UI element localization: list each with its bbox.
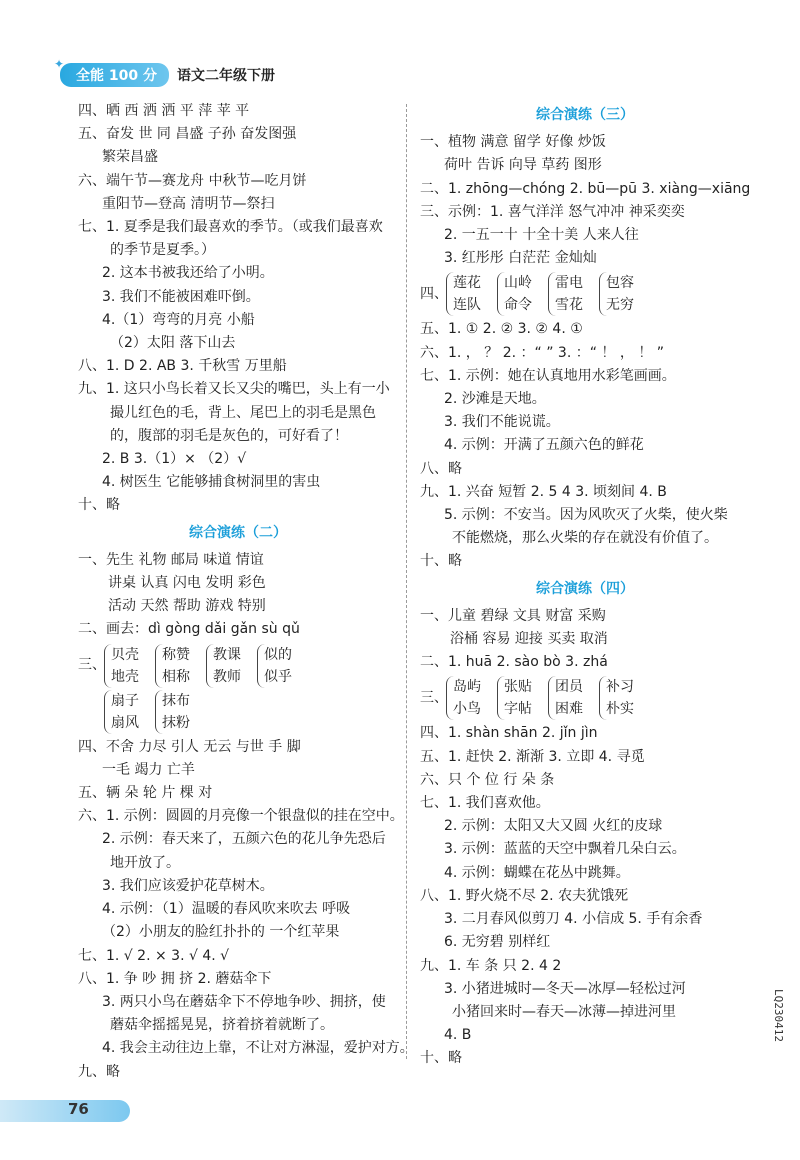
word-pair: 山岭 命令 — [497, 272, 532, 316]
answer-line: 九、1. 车 条 只 2. 4 2 — [420, 957, 562, 974]
answer-line: 十、略 — [78, 497, 120, 514]
answer-line: 六、1. 示例：圆圆的月亮像一个银盘似的挂在空中。 — [78, 808, 404, 825]
answer-line: 2. 沙滩是天地。 — [444, 391, 546, 408]
bracket-group — [78, 644, 398, 688]
column-divider — [406, 104, 407, 1059]
side-code: LQ230412 — [771, 988, 785, 1042]
answer-line: 二、画去：dì gòng dǎi gǎn sù qǔ — [78, 621, 300, 638]
answer-line: 八、1. D 2. AB 3. 千秋雪 万里船 — [78, 358, 287, 375]
answer-line: 2. 这本书被我还给了小明。 — [102, 265, 274, 282]
answer-line: 3. 我们应该爱护花草树木。 — [102, 877, 274, 894]
answer-line: 八、1. 争 吵 拥 挤 2. 蘑菇伞下 — [78, 970, 272, 987]
answer-line: 六、1. ， ？ 2. ：“ ” 3. ：“ ！ ， ！ ” — [420, 344, 665, 361]
word-pair: 补习 朴实 — [599, 676, 634, 720]
answer-line: 七、1. 我们喜欢他。 — [420, 795, 550, 812]
answer-line: 地开放了。 — [110, 854, 180, 871]
answer-line: 一、植物 满意 留学 好像 炒饭 — [420, 134, 606, 151]
answer-line: 繁荣昌盛 — [102, 149, 158, 166]
answer-line: 3. 我们不能被困难吓倒。 — [102, 288, 260, 305]
answer-line: 重阳节—登高 清明节—祭扫 — [102, 195, 275, 212]
answer-line: 三、示例：1. 喜气洋洋 怒气冲冲 神采奕奕 — [420, 203, 685, 220]
answer-line: 五、辆 朵 轮 片 棵 对 — [78, 785, 213, 802]
bracket-group — [420, 676, 750, 720]
answer-line: 七、1. √ 2. × 3. √ 4. √ — [78, 947, 230, 964]
answer-line: 十、略 — [420, 553, 462, 570]
answer-line: 撮儿红色的毛，背上、尾巴上的羽毛是黑色 — [110, 404, 376, 421]
answer-line: 3. 红彤彤 白茫茫 金灿灿 — [444, 250, 597, 267]
page-footer-bar — [0, 1100, 130, 1122]
answer-line: 4. 示例：开满了五颜六色的鲜花 — [444, 437, 644, 454]
answer-line: 不能燃烧，那么火柴的存在就没有价值了。 — [452, 530, 718, 547]
section-title: 综合演练（二） — [189, 524, 287, 541]
bracket-group — [420, 272, 750, 316]
word-pair: 抹布 抹粉 — [155, 690, 190, 734]
answer-line: 3. 两只小鸟在蘑菇伞下不停地争吵、拥挤，使 — [102, 993, 386, 1010]
answer-line: 4. B — [444, 1027, 472, 1044]
word-pair: 莲花 连队 — [446, 272, 481, 316]
answer-line: 六、只 个 位 行 朵 条 — [420, 771, 555, 788]
answer-line: 一毛 竭力 亡羊 — [102, 761, 195, 778]
answer-line: 七、1. 夏季是我们最喜欢的季节。（或我们最喜欢 — [78, 219, 383, 236]
answer-line: 四、不舍 力尽 引人 无云 与世 手 脚 — [78, 738, 301, 755]
word-pair: 雷电 雪花 — [548, 272, 583, 316]
answer-line: 的季节是夏季。） — [110, 242, 215, 259]
answer-line: 活动 天然 帮助 游戏 特别 — [108, 598, 266, 615]
left-column — [78, 100, 414, 1084]
answer-line: 2. B 3.（1）× （2）√ — [102, 451, 247, 468]
answer-line: 一、儿童 碧绿 文具 财富 采购 — [420, 607, 606, 624]
answer-line: 八、略 — [420, 460, 462, 477]
word-pair: 岛屿 小鸟 — [446, 676, 481, 720]
word-pair: 团员 困难 — [548, 676, 583, 720]
badge-text: 全能 100 分 — [76, 68, 157, 84]
answer-line: 浴桶 容易 迎接 买卖 取消 — [450, 631, 608, 648]
word-pair: 似的 似乎 — [257, 644, 292, 688]
answer-line: 4. 示例：（1）温暖的春风吹来吹去 呼吸 — [102, 901, 351, 918]
answer-line: 六、端午节—赛龙舟 中秋节—吃月饼 — [78, 172, 307, 189]
answer-line: 2. 示例：太阳又大又圆 火红的皮球 — [444, 818, 663, 835]
word-pair: 张贴 字帖 — [497, 676, 532, 720]
answer-line: 2. 一五一十 十全十美 人来人往 — [444, 227, 639, 244]
answer-line: 四、1. shàn shān 2. jǐn jìn — [420, 725, 598, 742]
answer-line: 5. 示例：不安当。因为风吹灭了火柴，使火柴 — [444, 507, 728, 524]
answer-line: 2. 示例：春天来了，五颜六色的花儿争先恐后 — [102, 831, 386, 848]
answer-label: 三、 — [78, 657, 106, 674]
book-badge — [54, 57, 169, 87]
answer-line: 九、略 — [78, 1063, 120, 1080]
answer-line: 6. 无穷碧 别样红 — [444, 934, 551, 951]
answer-line: （2）太阳 落下山去 — [110, 335, 236, 352]
answer-line: 五、1. 赶快 2. 渐渐 3. 立即 4. 寻觅 — [420, 748, 645, 765]
bracket-group — [78, 690, 398, 734]
answer-line: 八、1. 野火烧不尽 2. 农夫犹饿死 — [420, 887, 629, 904]
answer-label: 四、 — [420, 285, 448, 302]
answer-line: 蘑菇伞摇摇晃晃，挤着挤着就断了。 — [110, 1017, 334, 1034]
answer-line: 荷叶 告诉 向导 草药 图形 — [444, 157, 602, 174]
answer-line: 二、1. zhōng—chóng 2. bū—pū 3. xiàng—xiāng — [420, 180, 751, 197]
answer-line: 一、先生 礼物 邮局 味道 情谊 — [78, 551, 264, 568]
word-pair: 教课 教师 — [206, 644, 241, 688]
answer-line: 讲桌 认真 闪电 发明 彩色 — [108, 575, 266, 592]
answer-line: （2）小朋友的脸红扑扑的 一个红苹果 — [102, 924, 340, 941]
answer-line: 的，腹部的羽毛是灰色的，可好看了！ — [110, 427, 348, 444]
word-pair: 贝壳 地壳 — [104, 644, 139, 688]
answer-line: 十、略 — [420, 1050, 462, 1067]
answer-line: 3. 二月春风似剪刀 4. 小信成 5. 手有余香 — [444, 911, 703, 928]
answer-line: 3. 小猪进城时—冬天—冰厚—轻松过河 — [444, 980, 686, 997]
answer-line: 4. 我会主动往边上靠，不让对方淋湿，爱护对方。 — [102, 1040, 414, 1057]
answer-line: 4.（1）弯弯的月亮 小船 — [102, 311, 255, 328]
section-title: 综合演练（四） — [536, 580, 634, 597]
word-pair: 称赞 相称 — [155, 644, 190, 688]
answer-line: 四、晒 西 洒 洒 平 萍 苹 平 — [78, 103, 250, 119]
answer-line: 小猪回来时—春天—冰薄—掉进河里 — [452, 1003, 676, 1020]
answer-line: 九、1. 这只小鸟长着又长又尖的嘴巴，头上有一小 — [78, 381, 390, 398]
answer-line: 4. 树医生 它能够捕食树洞里的害虫 — [102, 474, 321, 491]
answer-line: 九、1. 兴奋 短暂 2. 5 4 3. 顷刻间 4. B — [420, 483, 667, 500]
word-pair: 扇子 扇风 — [104, 690, 139, 734]
answer-line: 五、1. ① 2. ② 3. ② 4. ① — [420, 321, 583, 338]
page-header — [54, 57, 275, 86]
star-icon: ✦ — [54, 57, 65, 71]
right-column — [420, 100, 750, 1071]
answer-line: 4. 示例：蝴蝶在花丛中跳舞。 — [444, 864, 630, 881]
answer-line: 五、奋发 世 同 昌盛 子孙 奋发图强 — [78, 126, 297, 143]
answer-label: 三、 — [420, 689, 448, 706]
answer-line: 二、1. huā 2. sào bò 3. zhá — [420, 654, 608, 671]
word-pair: 包容 无穷 — [599, 272, 634, 316]
answer-line: 3. 示例：蓝蓝的天空中飘着几朵白云。 — [444, 841, 686, 858]
section-title: 综合演练（三） — [536, 107, 634, 123]
answer-line: 七、1. 示例：她在认真地用水彩笔画画。 — [420, 367, 676, 384]
page-number: 76 — [68, 1100, 89, 1118]
answer-line: 3. 我们不能说谎。 — [444, 414, 560, 431]
subject-title: 语文二年级下册 — [176, 68, 275, 84]
